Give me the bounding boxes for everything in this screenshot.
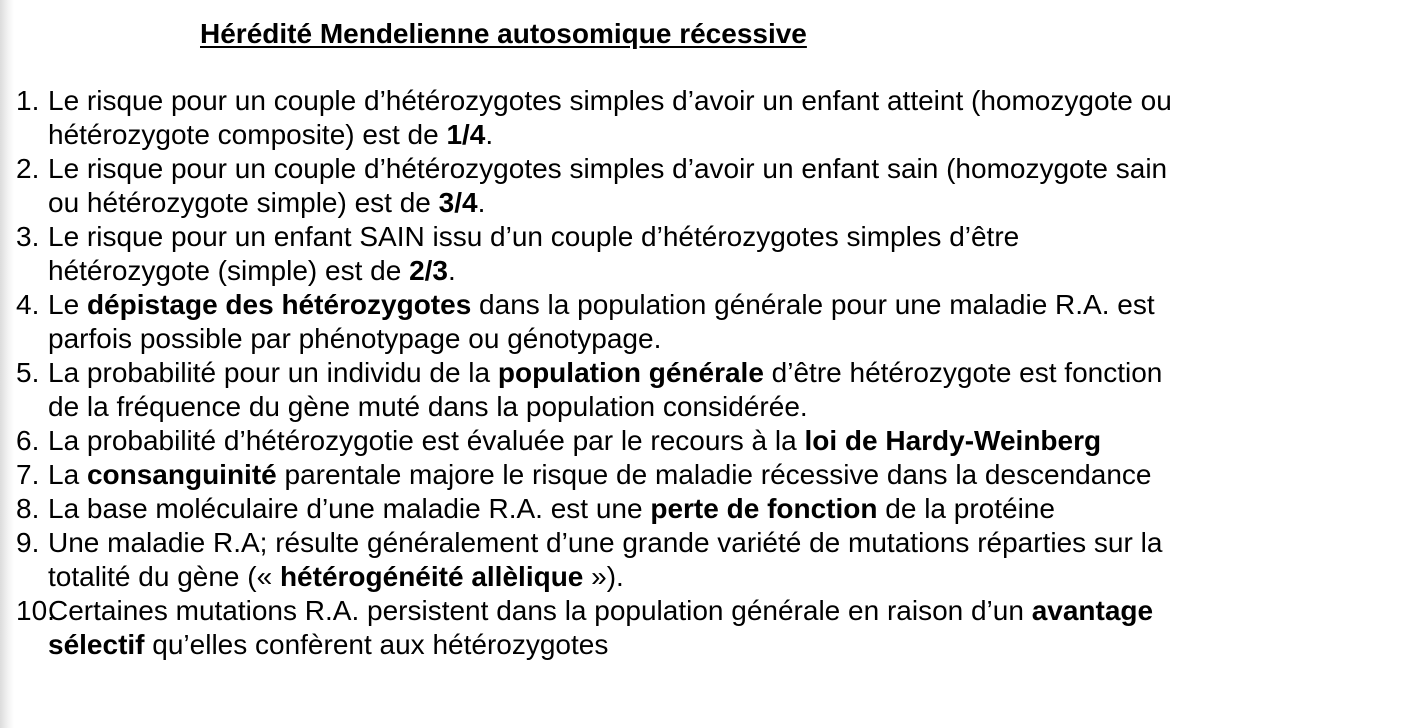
text-segment: Le risque pour un enfant SAIN issu d’un couple d’hétérozygotes simples d’être xyxy=(48,221,1020,252)
item-text xyxy=(48,424,1386,458)
text-segment: hétérozygote (simple) est de xyxy=(48,255,410,286)
text-segment: La probabilité pour un individu de la xyxy=(48,357,498,388)
item-number: 5. xyxy=(16,357,40,388)
text-segment: parfois possible par phénotypage ou génotypage. xyxy=(48,323,662,354)
item-text xyxy=(48,458,1386,492)
list-item xyxy=(16,84,1386,152)
text-segment: ou hétérozygote simple) est de xyxy=(48,187,439,218)
bold-text: 3/4 xyxy=(438,187,478,218)
text-segment: Le risque pour un couple d’hétérozygotes simples d’avoir un enfant atteint (homozygote ou xyxy=(48,85,1172,116)
text-segment: La probabilité d’hétérozygotie est évaluée par le recours à la xyxy=(48,425,805,456)
text-segment: Le risque pour un couple d’hétérozygotes simples d’avoir un enfant sain (homozygote sain xyxy=(48,153,1168,184)
text-segment: Une maladie R.A; résulte généralement d’une grande variété de mutations réparties sur la xyxy=(48,527,1163,558)
item-text xyxy=(48,492,1386,526)
list-item xyxy=(16,356,1386,424)
text-segment: Certaines mutations R.A. persistent dans la population générale en raison d’un xyxy=(48,595,1032,626)
bold-text: 2/3 xyxy=(409,255,448,286)
list-item xyxy=(16,424,1386,458)
text-segment: La xyxy=(48,459,87,490)
bold-text: loi de Hardy-Weinberg xyxy=(804,425,1102,456)
item-text xyxy=(48,356,1386,424)
item-text xyxy=(48,220,1386,288)
list-item xyxy=(16,288,1386,356)
page-edge-shadow xyxy=(0,0,14,728)
item-number: 4. xyxy=(16,289,40,320)
bold-text: dépistage des hétérozygotes xyxy=(86,289,472,320)
item-text xyxy=(48,594,1386,662)
numbered-list xyxy=(16,84,1386,662)
list-item xyxy=(16,526,1386,594)
text-segment: . xyxy=(448,255,456,286)
item-number: 7. xyxy=(16,459,40,490)
text-segment: La base moléculaire d’une maladie R.A. est une xyxy=(48,493,651,524)
text-segment: qu’elles confèrent aux hétérozygotes xyxy=(144,629,609,660)
list-item xyxy=(16,152,1386,220)
item-text xyxy=(48,84,1386,152)
item-number: 2. xyxy=(16,153,40,184)
text-segment: hétérozygote composite) est de xyxy=(48,119,447,150)
text-segment: Le xyxy=(48,289,87,320)
text-segment: totalité du gène (« xyxy=(48,561,280,592)
bold-text: population générale xyxy=(497,357,764,388)
item-number: 3. xyxy=(16,221,40,252)
text-segment: »). xyxy=(583,561,624,592)
list-item xyxy=(16,492,1386,526)
text-segment: . xyxy=(485,119,494,150)
document-title: Hérédité Mendelienne autosomique récessive xyxy=(200,18,807,49)
bold-text: 1/4 xyxy=(446,119,486,150)
bold-text: avantage xyxy=(1031,595,1154,626)
text-segment: d’être hétérozygote est fonction xyxy=(763,357,1163,388)
bold-text: consanguinité xyxy=(86,459,277,490)
text-segment: . xyxy=(477,187,486,218)
item-text xyxy=(48,152,1386,220)
item-number: 10. xyxy=(16,595,55,626)
bold-text: perte de fonction xyxy=(650,493,878,524)
list-item xyxy=(16,458,1386,492)
item-number: 1. xyxy=(16,85,40,116)
item-number: 9. xyxy=(16,527,40,558)
item-number: 8. xyxy=(16,493,40,524)
bold-text: hétérogénéité allèlique xyxy=(279,561,584,592)
text-segment: de la protéine xyxy=(877,493,1055,524)
text-segment: de la fréquence du gène muté dans la population considérée. xyxy=(48,391,808,422)
item-text xyxy=(48,526,1386,594)
text-segment: parentale majore le risque de maladie récessive dans la descendance xyxy=(276,459,1152,490)
bold-text: sélectif xyxy=(48,629,145,660)
item-text xyxy=(48,288,1386,356)
text-segment: dans la population générale pour une maladie R.A. est xyxy=(471,289,1155,320)
list-item xyxy=(16,220,1386,288)
list-item xyxy=(16,594,1386,662)
item-number: 6. xyxy=(16,425,40,456)
